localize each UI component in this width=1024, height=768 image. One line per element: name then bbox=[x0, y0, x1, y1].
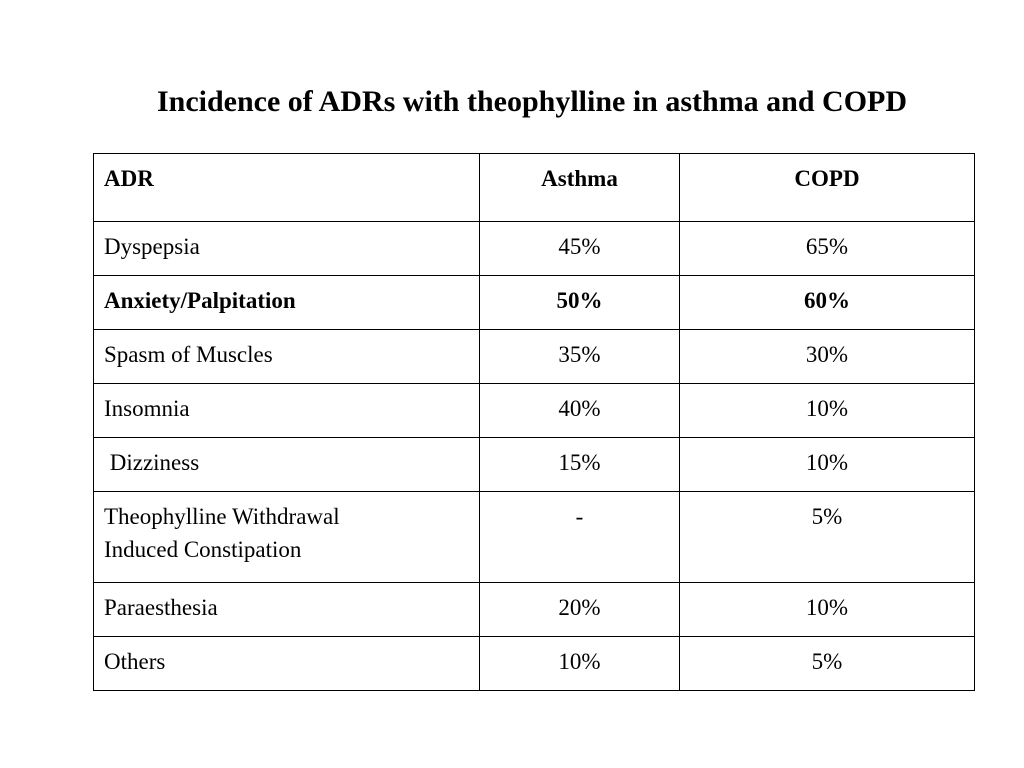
table-row bbox=[94, 583, 975, 637]
adr-name-cell: Others bbox=[94, 637, 480, 691]
asthma-value-cell: 10% bbox=[480, 637, 680, 691]
copd-value-cell: 65% bbox=[680, 222, 975, 276]
table-row bbox=[94, 492, 975, 583]
copd-value-cell: 5% bbox=[680, 492, 975, 583]
asthma-value-cell: 50% bbox=[480, 276, 680, 330]
copd-value-cell: 10% bbox=[680, 438, 975, 492]
copd-value-cell: 5% bbox=[680, 637, 975, 691]
asthma-value-cell: 40% bbox=[480, 384, 680, 438]
asthma-value-cell: 45% bbox=[480, 222, 680, 276]
asthma-value-cell: 15% bbox=[480, 438, 680, 492]
asthma-value-cell: 35% bbox=[480, 330, 680, 384]
table-row bbox=[94, 222, 975, 276]
table-row bbox=[94, 637, 975, 691]
copd-value-cell: 10% bbox=[680, 384, 975, 438]
copd-value-cell: 60% bbox=[680, 276, 975, 330]
table-row bbox=[94, 384, 975, 438]
adr-incidence-table bbox=[93, 153, 975, 691]
header-copd: COPD bbox=[680, 154, 975, 222]
adr-name-cell: Dizziness bbox=[94, 438, 480, 492]
adr-name-cell: Insomnia bbox=[94, 384, 480, 438]
adr-name-cell: Paraesthesia bbox=[94, 583, 480, 637]
table-row bbox=[94, 438, 975, 492]
adr-name-cell: Spasm of Muscles bbox=[94, 330, 480, 384]
slide-title: Incidence of ADRs with theophylline in asthma and COPD bbox=[156, 85, 908, 118]
adr-name-cell: Dyspepsia bbox=[94, 222, 480, 276]
adr-name-cell: Anxiety/Palpitation bbox=[94, 276, 480, 330]
table-row bbox=[94, 276, 975, 330]
table-header-row bbox=[94, 154, 975, 222]
header-asthma: Asthma bbox=[480, 154, 680, 222]
asthma-value-cell: - bbox=[480, 492, 680, 583]
copd-value-cell: 30% bbox=[680, 330, 975, 384]
adr-name-cell: Theophylline Withdrawal Induced Constipation bbox=[94, 492, 480, 583]
header-adr: ADR bbox=[94, 154, 480, 222]
copd-value-cell: 10% bbox=[680, 583, 975, 637]
asthma-value-cell: 20% bbox=[480, 583, 680, 637]
table-row bbox=[94, 330, 975, 384]
